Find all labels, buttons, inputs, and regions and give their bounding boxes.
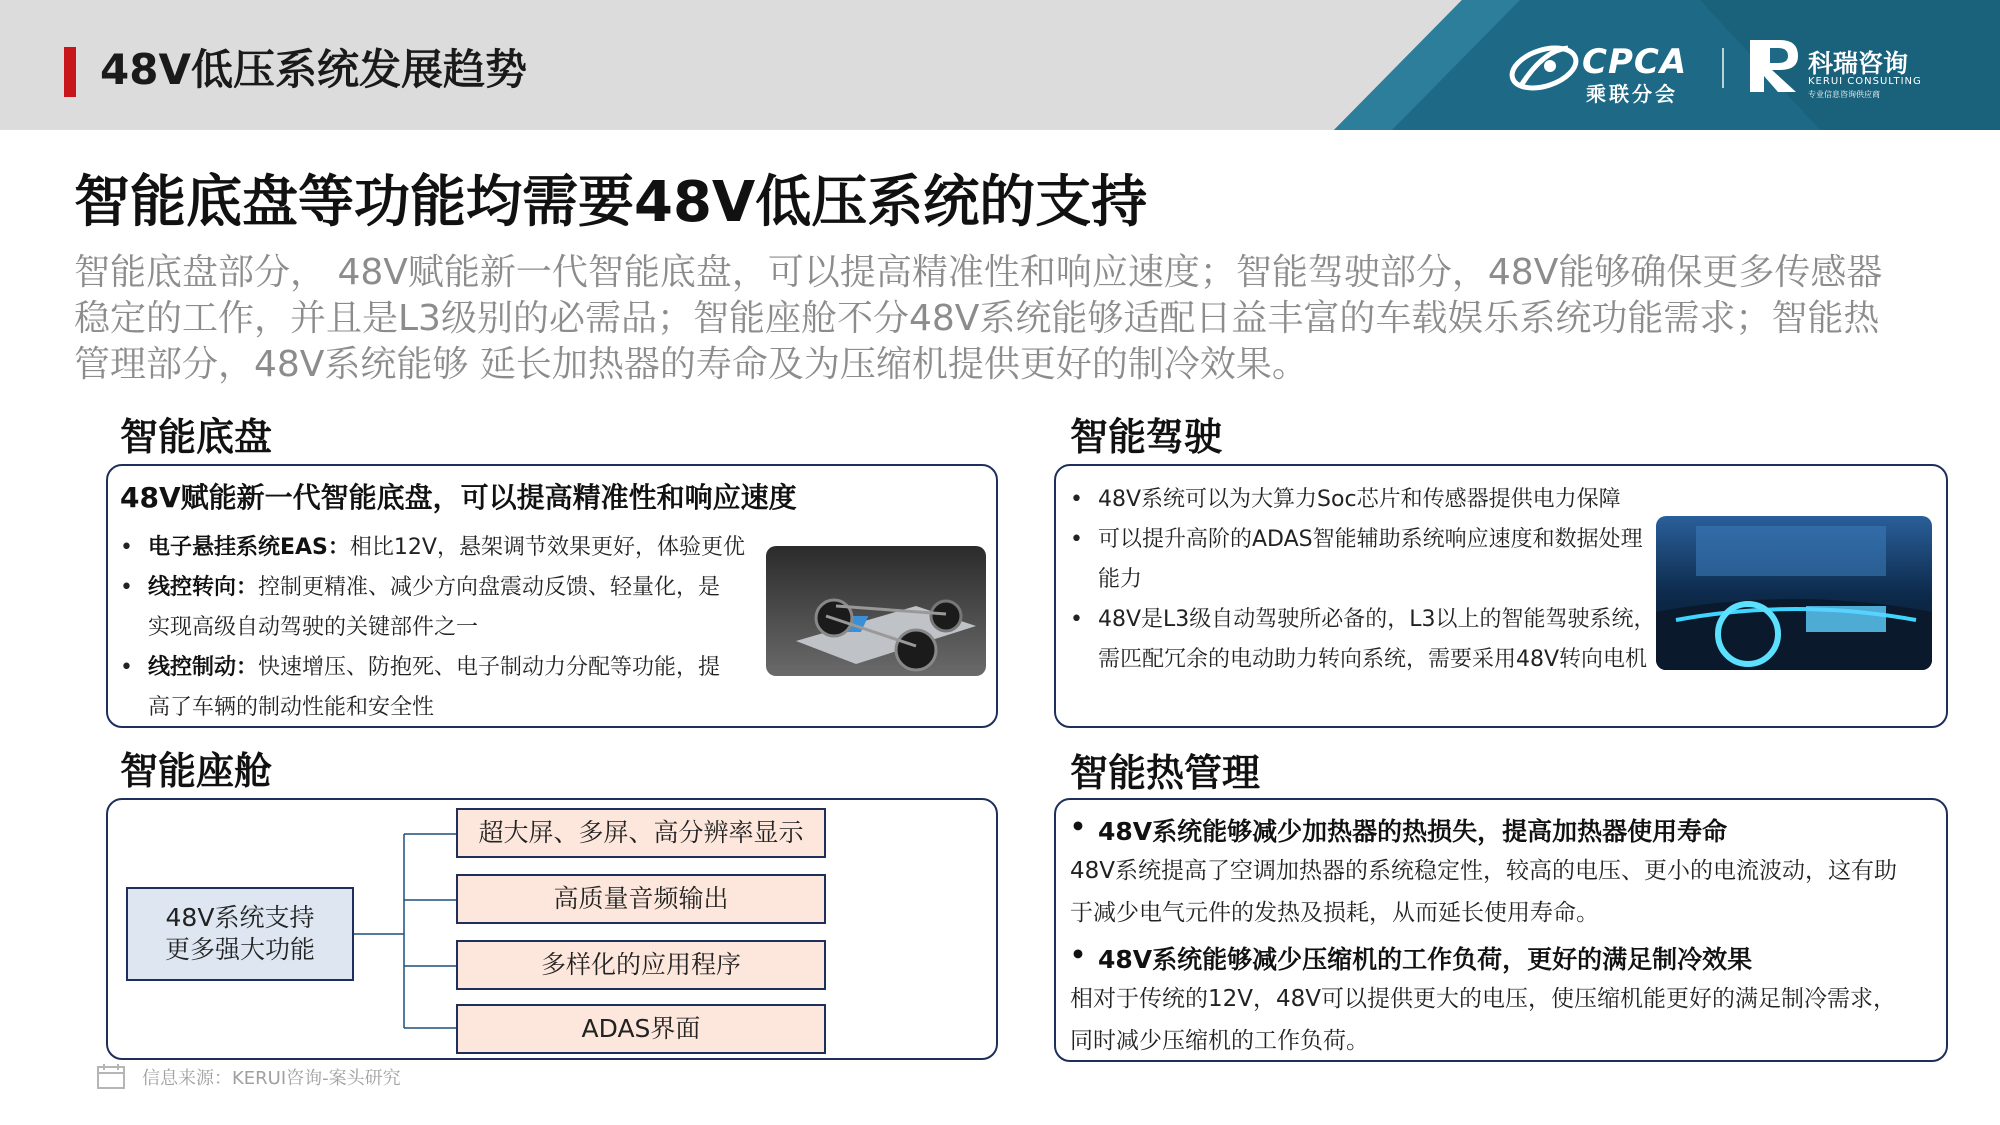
header-title: 48V低压系统发展趋势 <box>100 45 527 94</box>
bullet-dot: • <box>1070 487 1083 512</box>
logo-panel <box>0 0 2000 130</box>
tree-connector-lines <box>352 830 462 1030</box>
thermal-body-line: 于减少电气元件的发热及损耗，从而延长使用寿命。 <box>1070 900 1599 926</box>
kerui-logo-name: 科瑞咨询 <box>1808 49 1909 78</box>
thermal-body-line: 相对于传统的12V，48V可以提供更大的电压，使压缩机能更好的满足制冷需求， <box>1070 986 1897 1012</box>
chassis-bullet <box>120 568 788 648</box>
chassis-subtitle: 48V赋能新一代智能底盘，可以提高精准性和响应速度 <box>120 481 797 514</box>
thermal-body-line: 同时减少压缩机的工作负荷。 <box>1070 1028 1369 1054</box>
driving-bullet-continuation: 能力 <box>1098 567 1143 592</box>
kerui-logo-english: KERUI CONSULTING <box>1808 76 1922 87</box>
source-note: 信息来源：KERUI咨询-案头研究 <box>142 1068 401 1089</box>
bullet-dot: • <box>1070 527 1083 552</box>
section-title-thermal: 智能热管理 <box>1070 751 1261 795</box>
chassis-bullet-text: 相比12V，悬架调节效果更好，体验更优 <box>349 535 745 560</box>
cockpit-root-node <box>126 887 354 981</box>
bullet-dot: • <box>1070 812 1086 841</box>
car-chassis-photo-icon <box>766 546 986 676</box>
logo-divider <box>1722 48 1724 88</box>
driving-bullet <box>1070 480 1698 520</box>
cpca-logo-subtitle: 乘联分会 <box>1586 82 1678 106</box>
chassis-bullet <box>120 648 788 728</box>
cockpit-feature-adas: ADAS界面 <box>456 1004 826 1054</box>
cpca-logo-word: CPCA <box>1582 42 1688 82</box>
kerui-logo-tagline: 专业信息咨询供应商 <box>1808 90 1880 99</box>
thermal-body-line: 48V系统提高了空调加热器的系统稳定性，较高的电压、更小的电流波动，这有助 <box>1070 858 1898 884</box>
cockpit-feature-display: 超大屏、多屏、高分辨率显示 <box>456 808 826 858</box>
kerui-k-icon <box>1746 36 1802 96</box>
chassis-bullet-label: 电子悬挂系统EAS： <box>148 535 350 560</box>
driving-bullet-text: 48V是L3级自动驾驶所必备的，L3以上的智能驾驶系统， <box>1098 607 1656 632</box>
thermal-heading <box>1070 940 1752 976</box>
section-title-chassis: 智能底盘 <box>120 415 273 459</box>
bullet-dot: • <box>1070 607 1083 632</box>
root-node-line1: 48V系统支持 <box>165 903 315 932</box>
chassis-bullet-label: 线控转向： <box>148 575 259 600</box>
driving-bullet-text: 可以提升高阶的ADAS智能辅助系统响应速度和数据处理 <box>1098 527 1643 552</box>
thermal-heading <box>1070 812 1727 848</box>
page-title: 智能底盘等功能均需要48V低压系统的支持 <box>74 170 1148 235</box>
bullet-dot: • <box>120 535 133 560</box>
chassis-bullet <box>120 528 788 568</box>
bullet-dot: • <box>1070 940 1086 969</box>
cockpit-feature-audio: 高质量音频输出 <box>456 874 826 924</box>
section-title-driving: 智能驾驶 <box>1070 415 1223 459</box>
thermal-heading-text: 48V系统能够减少加热器的热损失，提高加热器使用寿命 <box>1098 817 1728 846</box>
cockpit-feature-apps: 多样化的应用程序 <box>456 940 826 990</box>
root-node-line2: 更多强大功能 <box>164 935 315 964</box>
section-title-cockpit: 智能座舱 <box>120 749 273 793</box>
calendar-icon <box>96 1062 126 1090</box>
driving-bullet-text: 48V系统可以为大算力Soc芯片和传感器提供电力保障 <box>1098 487 1621 512</box>
driving-bullet <box>1070 520 1698 600</box>
bullet-dot: • <box>120 655 133 680</box>
thermal-heading-text: 48V系统能够减少压缩机的工作负荷，更好的满足制冷效果 <box>1098 945 1753 974</box>
chassis-bullet-label: 线控制动： <box>148 655 259 680</box>
chassis-bullet-text: 快速增压、防抱死、电子制动力分配等功能，提 <box>258 655 721 680</box>
cockpit-photo-icon <box>1656 516 1932 670</box>
cpca-emblem-icon <box>1508 40 1580 96</box>
chassis-bullet-text: 控制更精准、减少方向盘震动反馈、轻量化，是 <box>258 575 721 600</box>
chassis-bullet-continuation: 实现高级自动驾驶的关键部件之一 <box>148 615 479 640</box>
driving-bullet-continuation: 需匹配冗余的电动助力转向系统，需要采用48V转向电机 <box>1098 647 1648 672</box>
chassis-bullet-continuation: 高了车辆的制动性能和安全性 <box>148 695 435 720</box>
thermal-body <box>1070 978 1940 1062</box>
thermal-body <box>1070 850 1940 934</box>
bullet-dot: • <box>120 575 133 600</box>
driving-bullet <box>1070 600 1698 680</box>
intro-paragraph: 智能底盘部分， 48V赋能新一代智能底盘，可以提高精准性和响应速度；智能驾驶部分，48V能够确保更多传感器稳定的工作，并且是L3级别的必需品；智能座舱不分48V系统能够适配日益丰富的车载娱乐系统功能需求；智能热管理部分，48V系统能够 延长加热器的寿命及为压缩机提供更好的制冷效果。 <box>74 252 1883 385</box>
